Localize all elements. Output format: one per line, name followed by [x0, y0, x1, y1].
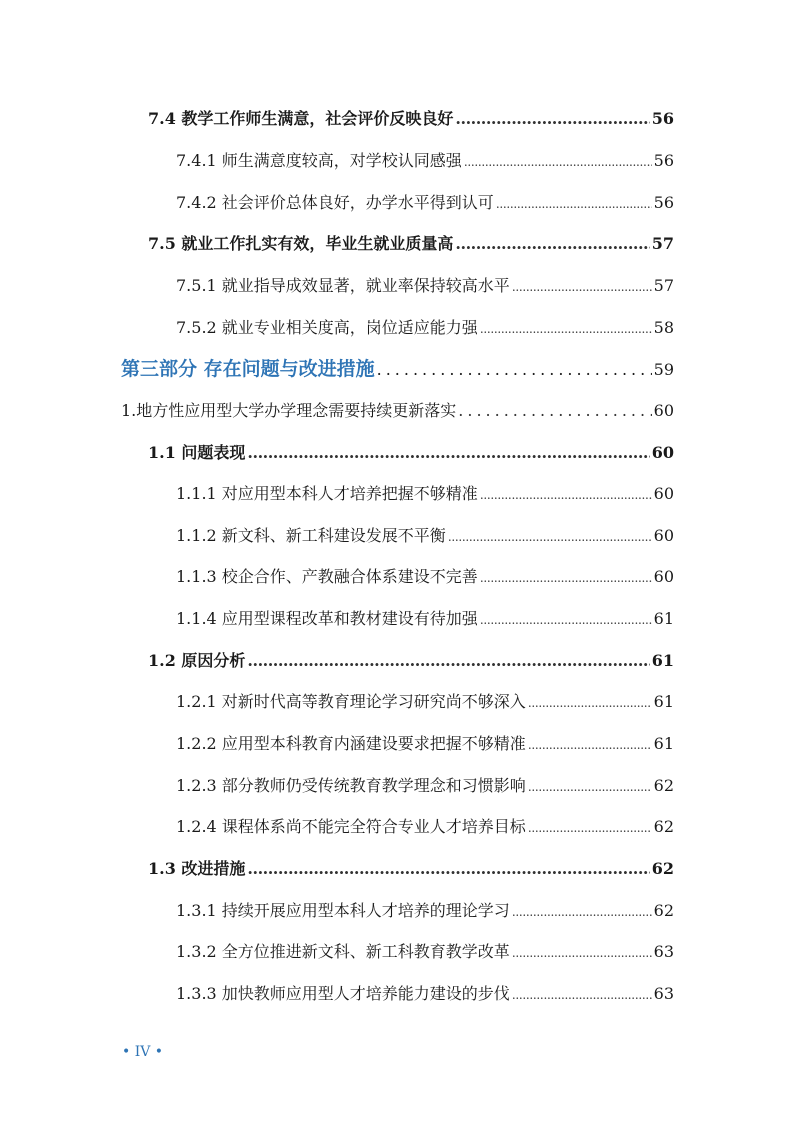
dot-leader [528, 780, 652, 794]
dot-leader [448, 530, 652, 544]
toc-entry-title: 1.2 原因分析 [148, 651, 246, 670]
toc-entry-title: 1.2.2 应用型本科教育内涵建设要求把握不够精准 [176, 734, 526, 753]
toc-entry[interactable] [176, 606, 674, 629]
toc-entry-title: 1.2.3 部分教师仍受传统教育教学理念和习惯影响 [176, 776, 526, 795]
toc-entry-page: 56 [653, 151, 674, 170]
toc-entry-page: 60 [653, 526, 674, 545]
toc-entry[interactable] [176, 939, 674, 962]
toc-entry-page: 62 [653, 776, 674, 795]
toc-entry-title: 1.1.2 新文科、新工科建设发展不平衡 [176, 526, 446, 545]
toc-entry-title: 7.4 教学工作师生满意，社会评价反映良好 [148, 109, 454, 128]
toc-entry-page: 60 [653, 484, 674, 503]
toc-entry-page: 56 [653, 193, 674, 212]
toc-entry[interactable] [176, 273, 674, 296]
toc-entry-page: 61 [651, 651, 674, 670]
page-number-footer: • IV • [122, 1044, 164, 1060]
toc-entry-title: 1.地方性应用型大学办学理念需要持续更新落实 [121, 401, 457, 420]
toc-entry-page: 56 [651, 109, 674, 128]
dot-leader [512, 280, 652, 294]
toc-entry[interactable] [176, 731, 674, 754]
toc-part-heading[interactable] [121, 354, 674, 381]
dot-leader [458, 401, 651, 420]
toc-entry[interactable] [176, 481, 674, 504]
dot-leader [512, 988, 652, 1002]
toc-entry-page: 61 [653, 609, 674, 628]
toc-entry-title: 1.1.1 对应用型本科人才培养把握不够精准 [176, 484, 478, 503]
toc-entry[interactable] [176, 315, 674, 338]
dot-leader [480, 488, 652, 502]
dot-leader [512, 905, 652, 919]
toc-entry-title: 1.3.2 全方位推进新文科、新工科教育教学改革 [176, 942, 510, 961]
dot-leader [480, 322, 652, 336]
toc-entry[interactable] [176, 148, 674, 171]
toc-entry-title: 1.3 改进措施 [148, 859, 246, 878]
toc-entry[interactable] [148, 856, 674, 879]
toc-entry[interactable] [176, 523, 674, 546]
toc-entry[interactable] [148, 440, 674, 463]
dot-leader [528, 696, 652, 710]
toc-entry-title: 1.3.3 加快教师应用型人才培养能力建设的步伐 [176, 984, 510, 1003]
toc-entry-page: 60 [651, 443, 674, 462]
toc-entry-title: 7.4.1 师生满意度较高，对学校认同感强 [176, 151, 462, 170]
toc-entry[interactable] [148, 231, 674, 254]
toc-entry-page: 58 [653, 318, 674, 337]
toc-entry[interactable] [176, 190, 674, 213]
dot-leader [528, 821, 652, 835]
dot-leader [247, 443, 649, 462]
toc-entry-title: 7.5.2 就业专业相关度高，岗位适应能力强 [176, 318, 478, 337]
toc-entry-page: 62 [653, 901, 674, 920]
dot-leader [455, 234, 649, 253]
toc-entry-title: 7.4.2 社会评价总体良好，办学水平得到认可 [176, 193, 494, 212]
toc-entry[interactable] [176, 689, 674, 712]
toc-entry[interactable] [176, 981, 674, 1004]
dot-leader [512, 946, 652, 960]
toc-entry-page: 57 [651, 234, 674, 253]
toc-entry[interactable] [148, 648, 674, 671]
dot-leader [528, 738, 652, 752]
toc-entry-page: 59 [653, 360, 674, 379]
dot-leader [480, 613, 652, 627]
toc-entry-page: 60 [653, 401, 674, 420]
toc-entry-title: 1.1 问题表现 [148, 443, 246, 462]
toc-entry-page: 62 [651, 859, 674, 878]
toc-entry[interactable] [148, 106, 674, 129]
dot-leader [480, 571, 652, 585]
toc-entry-title: 7.5 就业工作扎实有效，毕业生就业质量高 [148, 234, 454, 253]
dot-leader [455, 109, 649, 128]
toc-entry-title: 1.2.1 对新时代高等教育理论学习研究尚不够深入 [176, 692, 526, 711]
toc-entry[interactable] [176, 564, 674, 587]
toc-entry-page: 61 [653, 692, 674, 711]
toc-entry-title: 7.5.1 就业指导成效显著，就业率保持较高水平 [176, 276, 510, 295]
toc-entry-page: 63 [653, 984, 674, 1003]
toc-entry[interactable] [121, 398, 674, 421]
toc-entry-page: 60 [653, 567, 674, 586]
toc-entry[interactable] [176, 814, 674, 837]
toc-entry-title: 1.3.1 持续开展应用型本科人才培养的理论学习 [176, 901, 510, 920]
dot-leader [247, 651, 649, 670]
dot-leader [377, 360, 652, 379]
toc-entry[interactable] [176, 773, 674, 796]
toc-entry-page: 63 [653, 942, 674, 961]
dot-leader [464, 155, 652, 169]
toc-entry-page: 61 [653, 734, 674, 753]
toc-entry-title: 第三部分 存在问题与改进措施 [121, 358, 375, 380]
toc-entry-title: 1.2.4 课程体系尚不能完全符合专业人才培养目标 [176, 817, 526, 836]
dot-leader [247, 859, 649, 878]
dot-leader [496, 197, 652, 211]
toc-entry-title: 1.1.4 应用型课程改革和教材建设有待加强 [176, 609, 478, 628]
toc-entry[interactable] [176, 898, 674, 921]
toc-entry-page: 57 [653, 276, 674, 295]
toc-entry-title: 1.1.3 校企合作、产教融合体系建设不完善 [176, 567, 478, 586]
toc-entry-page: 62 [653, 817, 674, 836]
